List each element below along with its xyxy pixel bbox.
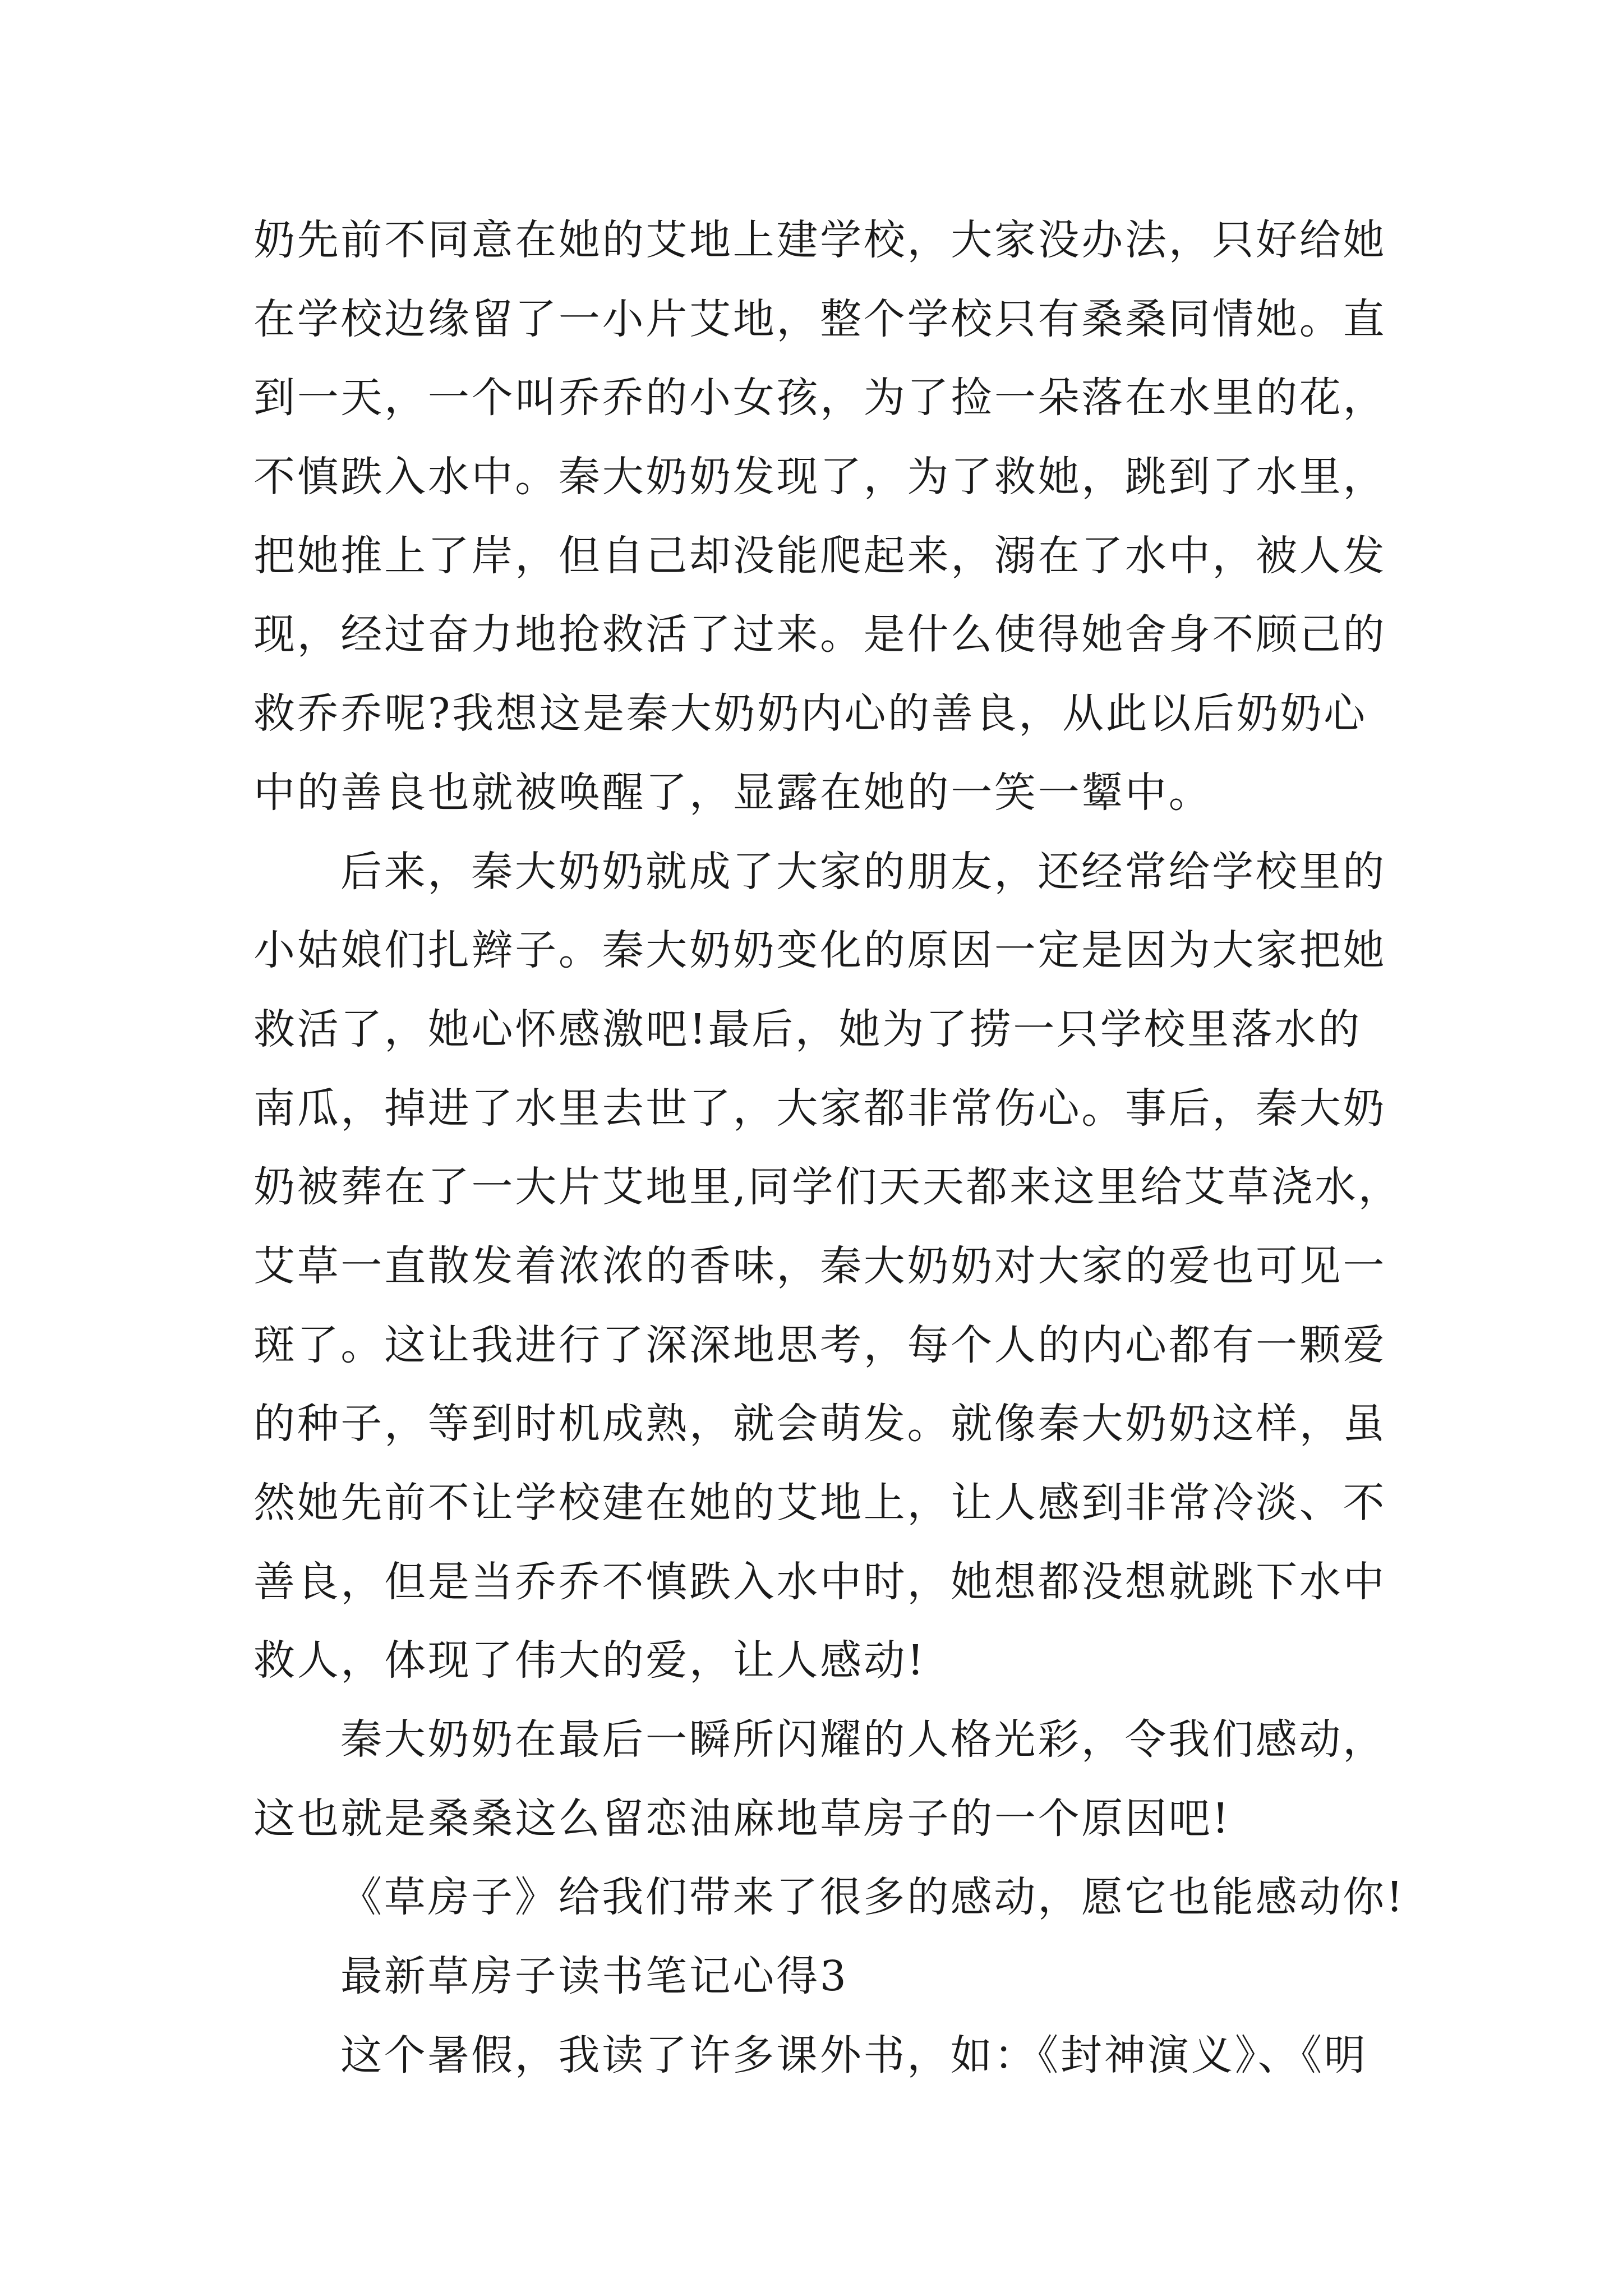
text-line: 斑了。这让我进行了深深地思考，每个人的内心都有一颗爱 bbox=[253, 1320, 1387, 1369]
text-line: 这也就是桑桑这么留恋油麻地草房子的一个原因吧! bbox=[253, 1794, 1231, 1843]
paragraph bbox=[253, 201, 1459, 832]
text-line: 秦大奶奶在最后一瞬所闪耀的人格光彩，令我们感动， bbox=[340, 1715, 1386, 1764]
text-line: 小姑娘们扎辫子。秦大奶奶变化的原因一定是因为大家把她 bbox=[253, 926, 1387, 975]
paragraph bbox=[253, 1858, 1459, 1937]
text-line: 把她推上了岸，但自己却没能爬起来，溺在了水中，被人发 bbox=[253, 531, 1387, 580]
text-line: 救活了，她心怀感激吧!最后，她为了捞一只学校里落水的 bbox=[253, 1005, 1362, 1053]
text-line: 中的善良也就被唤醒了，显露在她的一笑一颦中。 bbox=[253, 768, 1212, 817]
paragraph bbox=[253, 832, 1459, 1701]
text-line: 的种子，等到时机成熟，就会萌发。就像秦大奶奶这样，虽 bbox=[253, 1400, 1387, 1448]
text-line: 《草房子》给我们带来了很多的感动，愿它也能感动你! bbox=[340, 1873, 1405, 1922]
text-line: 救乔乔呢?我想这是秦大奶奶内心的善良，从此以后奶奶心 bbox=[253, 689, 1367, 738]
text-line: 现，经过奋力地抢救活了过来。是什么使得她舍身不顾己的 bbox=[253, 610, 1387, 659]
text-line: 救人，体现了伟大的爱，让人感动! bbox=[253, 1636, 926, 1685]
text-line: 到一天，一个叫乔乔的小女孩，为了捡一朵落在水里的花， bbox=[253, 374, 1387, 422]
text-line: 不慎跌入水中。秦大奶奶发现了，为了救她，跳到了水里， bbox=[253, 453, 1387, 501]
body-text bbox=[253, 201, 1459, 2095]
text-line: 南瓜，掉进了水里去世了，大家都非常伤心。事后，秦大奶 bbox=[253, 1084, 1387, 1133]
text-line: 然她先前不让学校建在她的艾地上，让人感到非常冷淡、不 bbox=[253, 1479, 1387, 1527]
text-line: 后来，秦大奶奶就成了大家的朋友，还经常给学校里的 bbox=[340, 847, 1386, 896]
text-line: 奶被葬在了一大片艾地里,同学们天天都来这里给艾草浇水， bbox=[253, 1163, 1402, 1212]
paragraph bbox=[253, 1700, 1459, 1858]
text-line: 艾草一直散发着浓浓的香味，秦大奶奶对大家的爱也可见一 bbox=[253, 1241, 1387, 1290]
text-line: 善良，但是当乔乔不慎跌入水中时，她想都没想就跳下水中 bbox=[253, 1557, 1387, 1606]
text-line: 这个暑假，我读了许多课外书，如：《封神演义》、《明 bbox=[340, 2031, 1368, 2079]
section-heading bbox=[253, 1937, 1459, 2016]
text-line: 在学校边缘留了一小片艾地，整个学校只有桑桑同情她。直 bbox=[253, 295, 1387, 343]
text-line: 奶先前不同意在她的艾地上建学校，大家没办法，只好给她 bbox=[253, 216, 1387, 264]
paragraph bbox=[253, 2016, 1459, 2095]
heading-text: 最新草房子读书笔记心得3 bbox=[340, 1952, 849, 2001]
